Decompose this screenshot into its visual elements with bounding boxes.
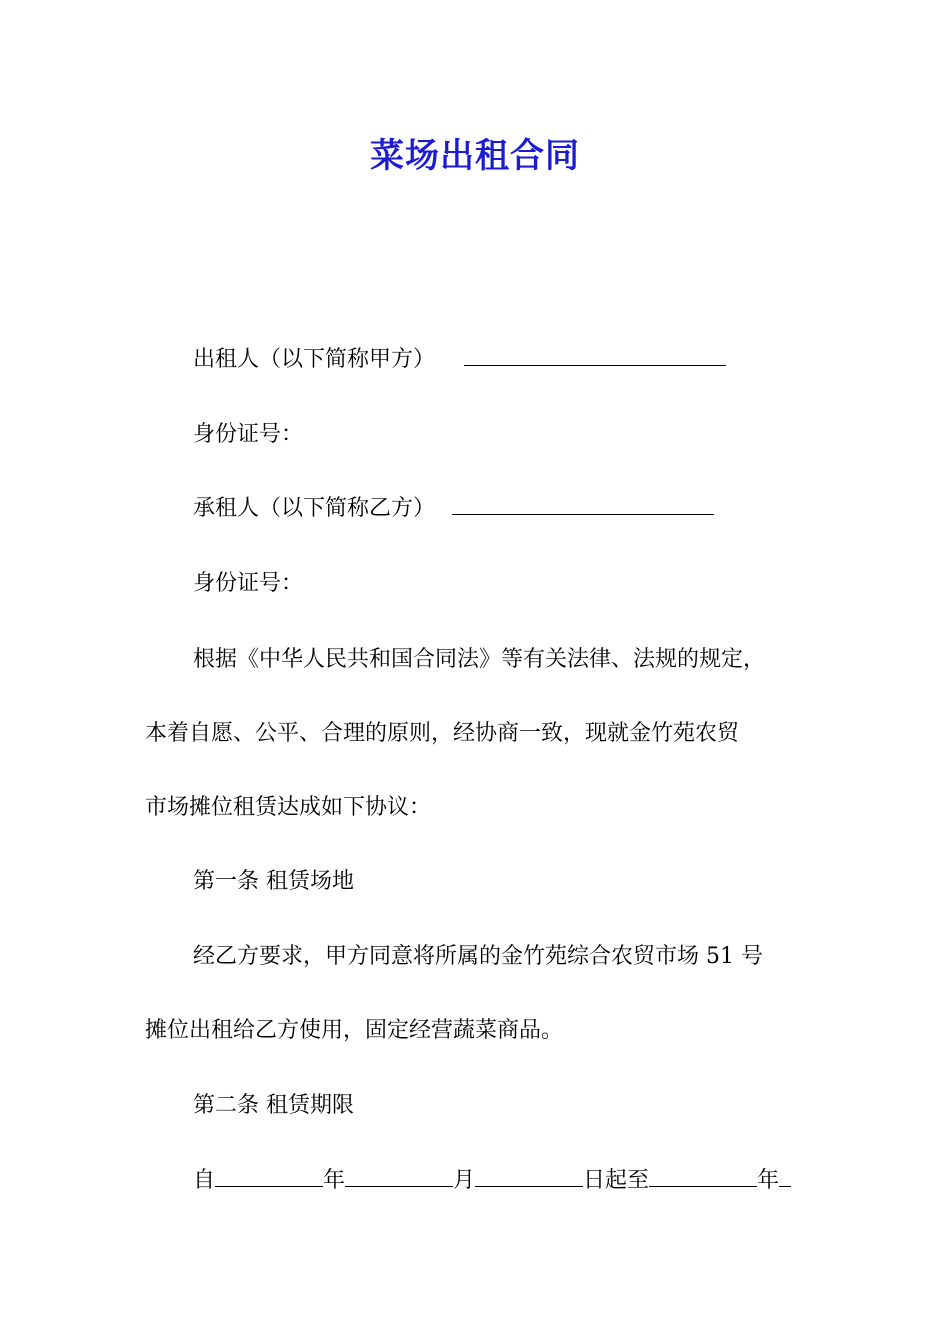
- article-1-heading: 第一条 租赁场地: [193, 869, 354, 894]
- document-title: 菜场出租合同: [370, 136, 580, 176]
- lessor-id-line: 身份证号：: [193, 422, 304, 447]
- lessor-label: 出租人（以下简称甲方）: [193, 347, 436, 372]
- term-line: [193, 1166, 791, 1196]
- term-blank: [649, 1166, 757, 1187]
- lessee-blank: [452, 494, 714, 515]
- paragraph-line: 摊位出租给乙方使用，固定经营蔬菜商品。: [145, 1018, 564, 1043]
- term-blank: [475, 1166, 583, 1187]
- lessor-blank: [464, 345, 726, 366]
- term-year-2: 年: [757, 1168, 780, 1193]
- lessee-id-line: 身份证号：: [193, 571, 304, 596]
- lessor-line: [193, 345, 726, 375]
- term-from: 自: [193, 1168, 216, 1193]
- term-day-start-to: 日起至: [583, 1168, 650, 1193]
- term-month: 月: [453, 1168, 476, 1193]
- paragraph-line: 市场摊位租赁达成如下协议：: [145, 795, 432, 820]
- term-year: 年: [323, 1168, 346, 1193]
- term-blank: [779, 1166, 791, 1187]
- lessee-line: [193, 494, 714, 524]
- paragraph-line: 根据《中华人民共和国合同法》等有关法律、法规的规定，: [193, 647, 766, 672]
- term-blank: [345, 1166, 453, 1187]
- article-2-heading: 第二条 租赁期限: [193, 1093, 354, 1118]
- lessee-label: 承租人（以下简称乙方）: [193, 496, 436, 521]
- paragraph-line: 经乙方要求，甲方同意将所属的金竹苑综合农贸市场 51 号: [193, 944, 763, 969]
- term-blank: [215, 1166, 323, 1187]
- paragraph-line: 本着自愿、公平、合理的原则，经协商一致，现就金竹苑农贸: [145, 721, 740, 746]
